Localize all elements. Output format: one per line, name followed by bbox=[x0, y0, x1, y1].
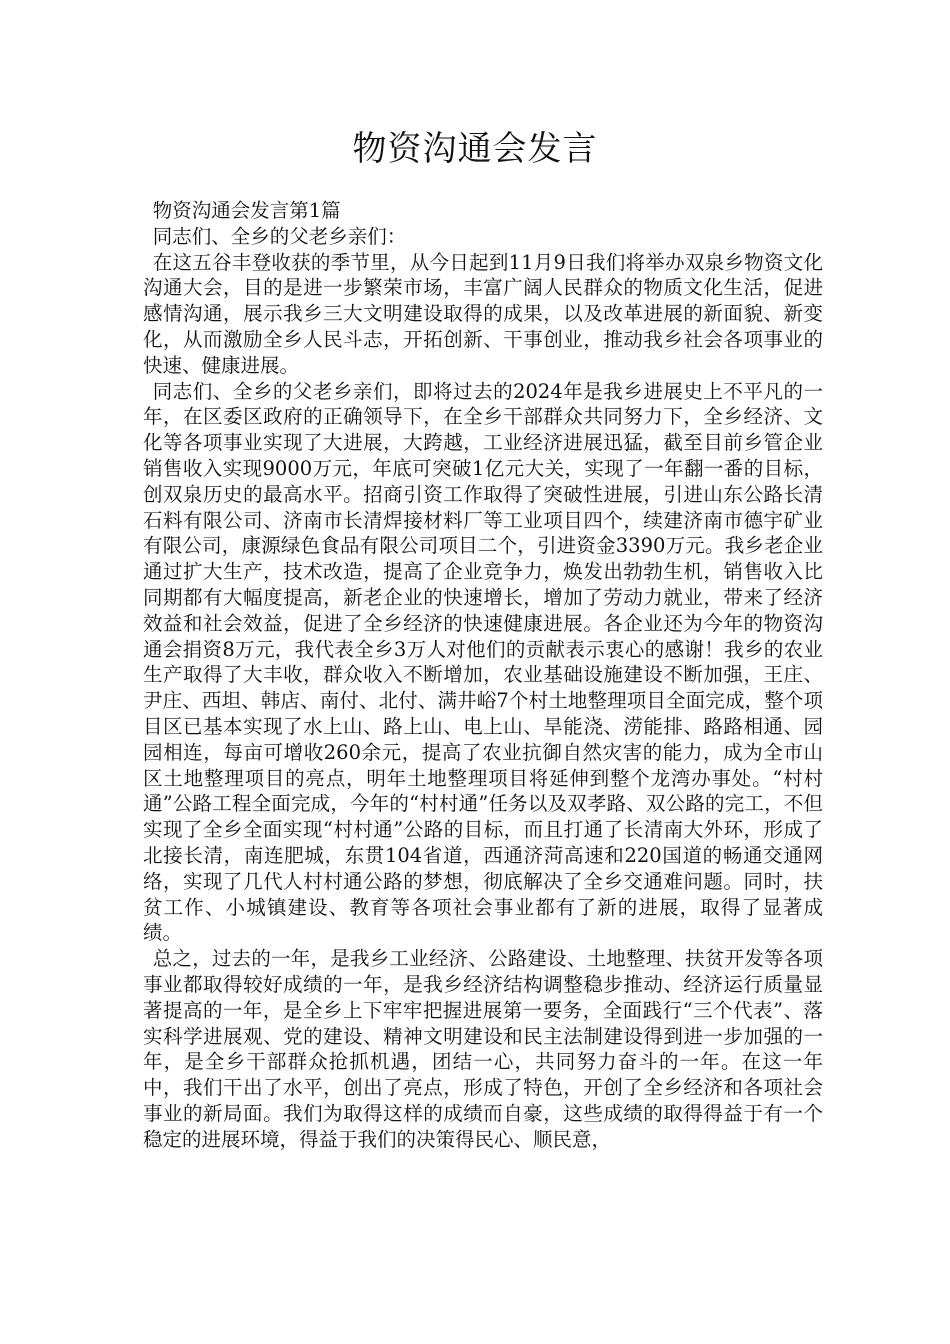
body-paragraph: 在这五谷丰登收获的季节里，从今日起到11月9日我们将举办双泉乡物资文化沟通大会，目的是进一步繁荣市场，丰富广阔人民群众的物质文化生活，促进感情沟通，展示我乡三大文明建设取得的成果，以及改革进展的新面貌、新变化，从而激励全乡人民斗志，开拓创新、干事创业，推动我乡社会各项事业的快速、健康进展。 bbox=[143, 250, 823, 377]
body-paragraph: 同志们、全乡的父老乡亲们，即将过去的2024年是我乡进展史上不平凡的一年，在区委区政府的正确领导下，在全乡干部群众共同努力下，全乡经济、文化等各项事业实现了大进展，大跨越，工业经济进展迅猛，截至目前乡管企业销售收入实现9000万元，年底可突破1亿元大关，实现了一年翻一番的目标，创双泉历史的最高水平。招商引资工作取得了突破性进展，引进山东公路长清石料有限公司、济南市长清焊接材料厂等工业项目四个，续建济南市德宇矿业有限公司，康源绿色食品有限公司项目二个，引进资金3390万元。我乡老企业通过扩大生产，技术改造，提高了企业竞争力，焕发出勃勃生机，销售收入比同期都有大幅度提高，新老企业的快速增长，增加了劳动力就业，带来了经济效益和社会效益，促进了全乡经济的快速健康进展。各企业还为今年的物资沟通会捐资8万元，我代表全乡3万人对他们的贡献表示衷心的感谢！我乡的农业生产取得了大丰收，群众收入不断增加，农业基础设施建设不断加强，王庄、尹庄、西坦、韩店、南付、北付、满井峪7个村土地整理项目全面完成，整个项目区已基本实现了水上山、路上山、电上山、旱能浇、涝能排、路路相通、园园相连，每亩可增收260余元，提高了农业抗御自然灾害的能力，成为全市山区土地整理项目的亮点，明年土地整理项目将延伸到整个龙湾办事处。“村村通”公路工程全面完成，今年的“村村通”任务以及双孝路、双公路的完工，不但实现了全乡全面实现“村村通”公路的目标，而且打通了长清南大外环，形成了北接长清，南连肥城，东贯104省道，西通济菏高速和220国道的畅通交通网络，实现了几代人村村通公路的梦想，彻底解决了全乡交通难问题。同时，扶贫工作、小城镇建设、教育等各项社会事业都有了新的进展，取得了显著成绩。 bbox=[143, 379, 823, 945]
section-heading: 物资沟通会发言第1篇 bbox=[152, 199, 341, 222]
body-paragraph: 总之，过去的一年，是我乡工业经济、公路建设、土地整理、扶贫开发等各项事业都取得较好成绩的一年，是我乡经济结构调整稳步推动、经济运行质量显著提高的一年，是全乡上下牢牢把握进展第一要务，全面践行“三个代表”、落实科学进展观、党的建设、精神文明建设和民主法制建设得到进一步加强的一年，是全乡干部群众抢抓机遇，团结一心，共同努力奋斗的一年。在这一年中，我们干出了水平，创出了亮点，形成了特色，开创了全乡经济和各项社会事业的新局面。我们为取得这样的成绩而自豪，这些成绩的取得得益于有一个稳定的进展环境，得益于我们的决策得民心、顺民意， bbox=[143, 947, 823, 1151]
document-title: 物资沟通会发言 bbox=[352, 129, 598, 169]
document-body bbox=[143, 198, 823, 1152]
salutation-paragraph: 同志们、全乡的父老乡亲们： bbox=[152, 224, 407, 248]
